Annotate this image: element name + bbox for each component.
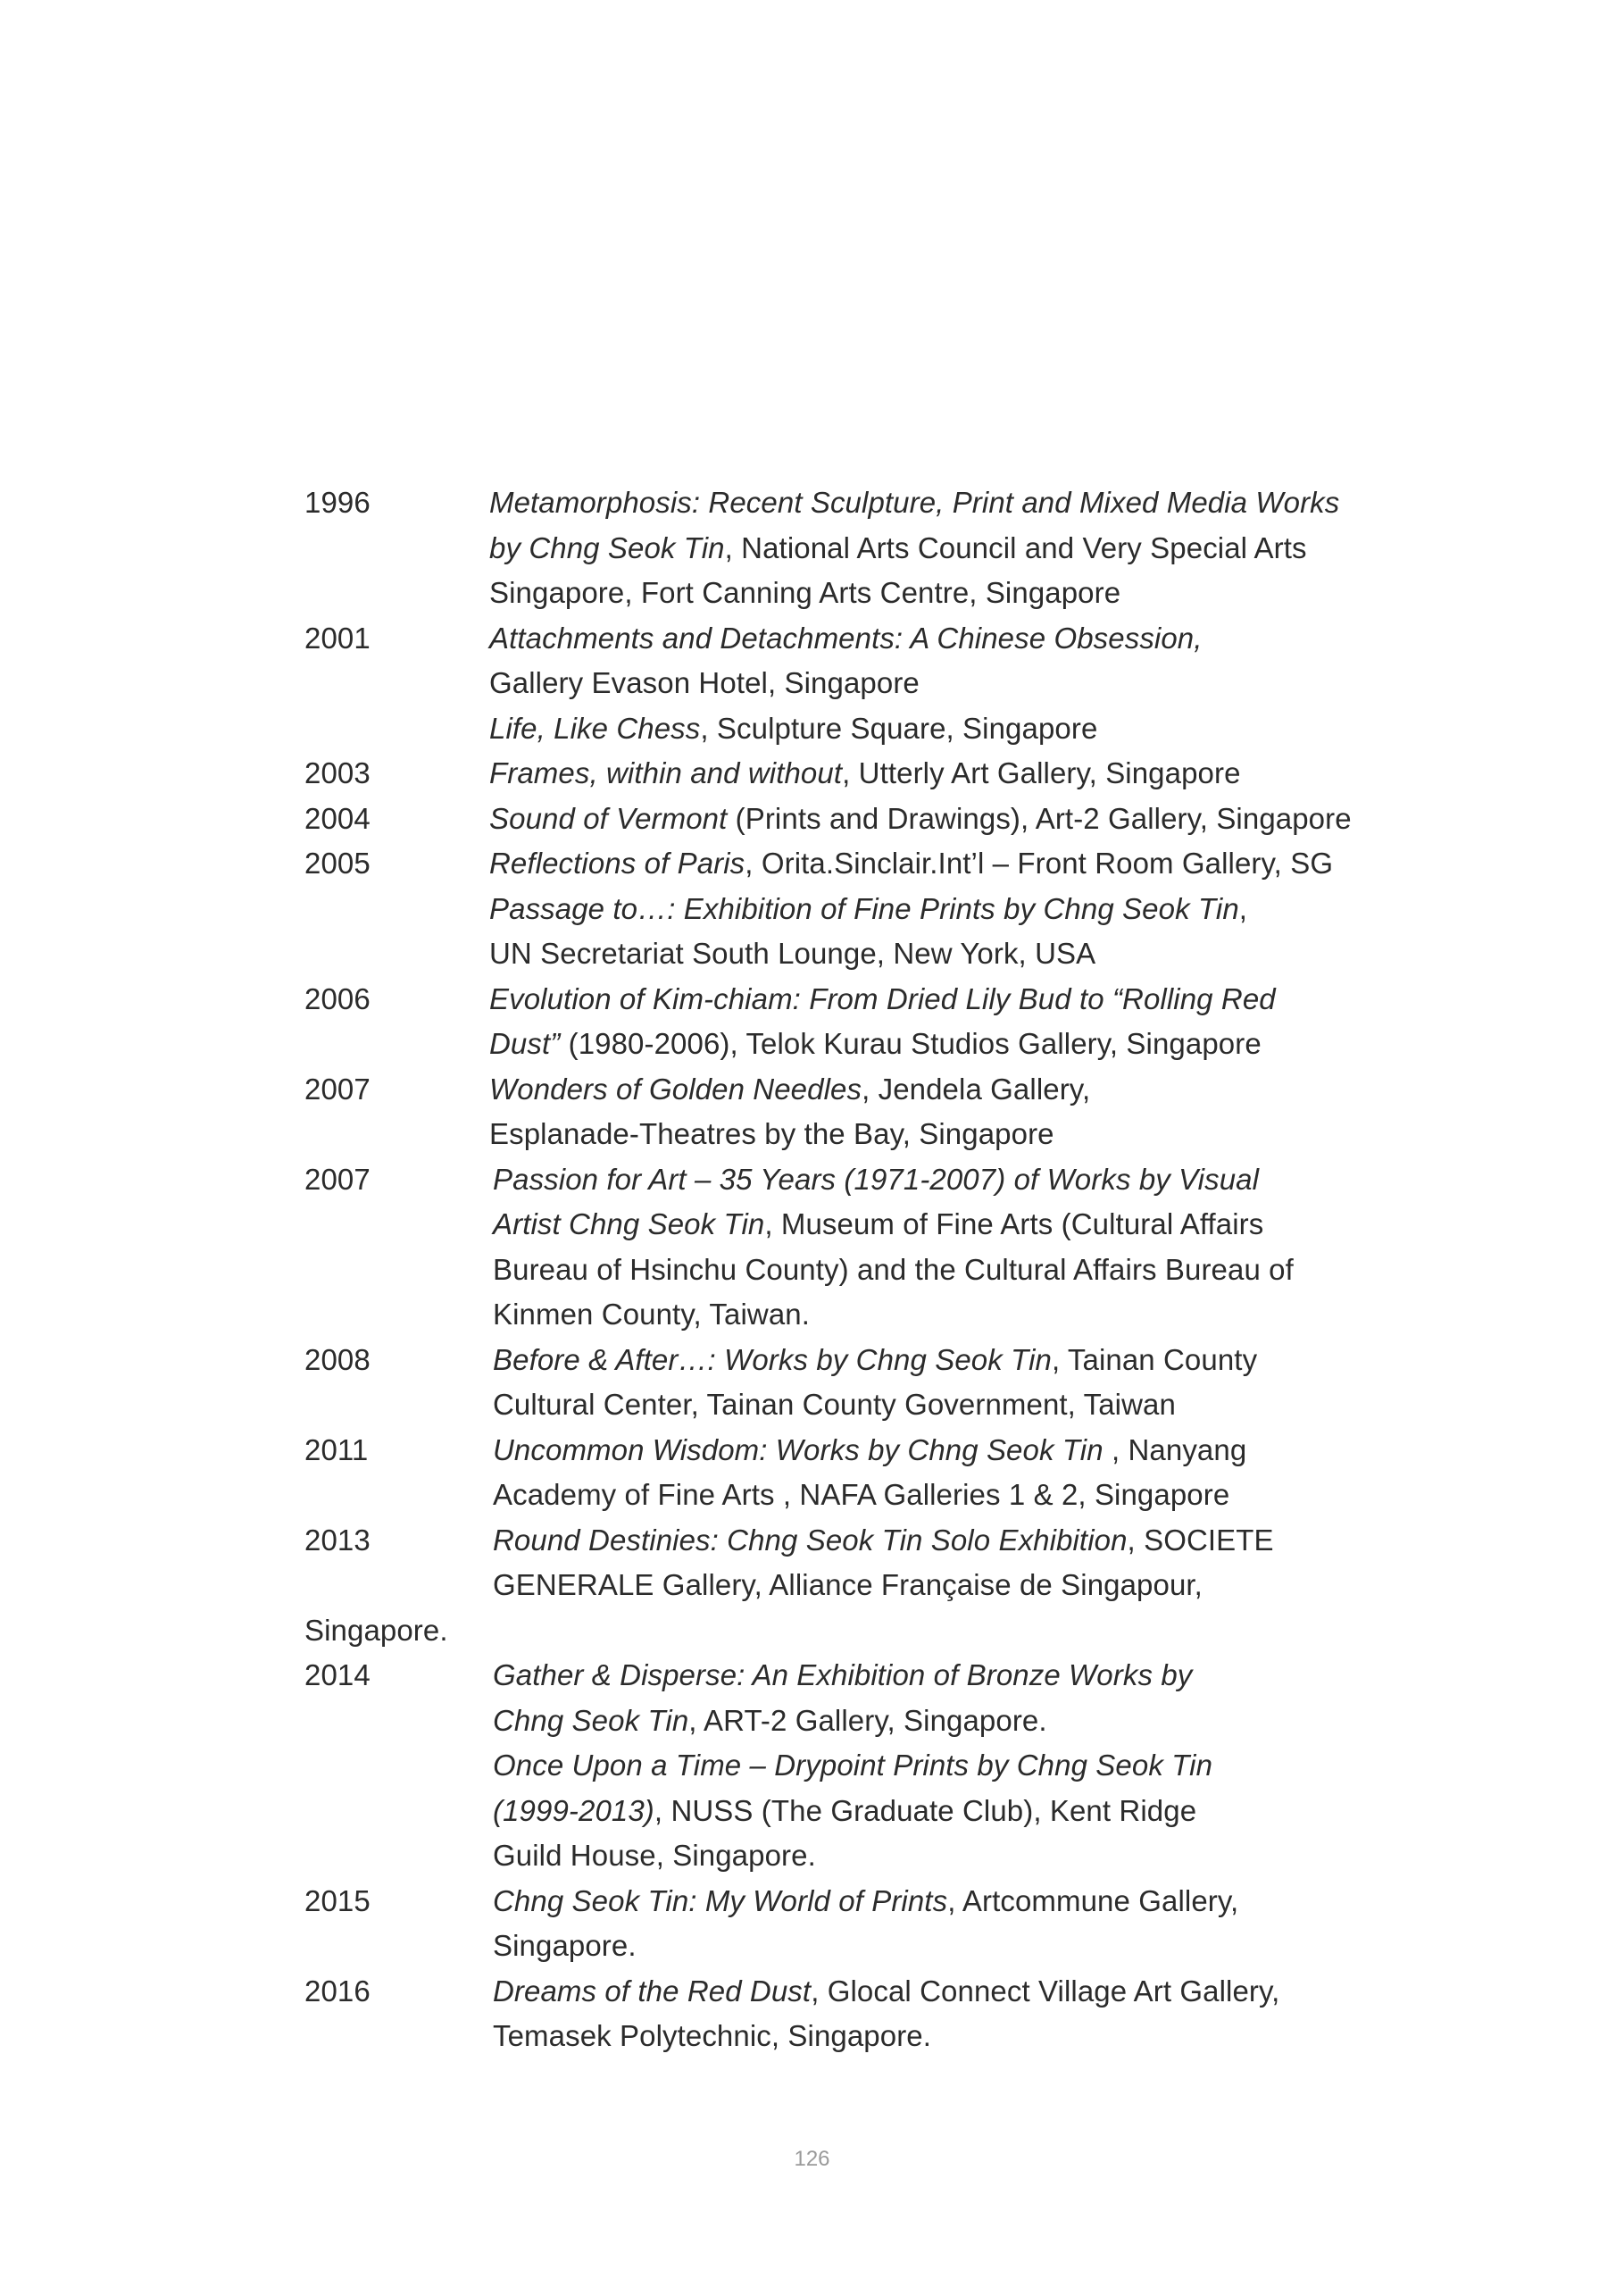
exhibition-details: Bureau of Hsinchu County) and the Cultural Affairs Bureau of — [493, 1252, 1294, 1286]
exhibition-line — [493, 1699, 1047, 1743]
exhibition-details: Singapore, Fort Canning Arts Centre, Singapore — [489, 576, 1121, 609]
exhibition-line — [489, 571, 1120, 615]
exhibition-title: Reflections of Paris — [489, 847, 745, 880]
exhibition-year: 2001 — [304, 621, 371, 655]
exhibition-details: , Museum of Fine Arts (Cultural Affairs — [764, 1207, 1264, 1240]
exhibition-details: Gallery Evason Hotel, Singapore — [489, 666, 920, 699]
exhibition-year: 2005 — [304, 847, 371, 880]
exhibition-details: (Prints and Drawings), Art-2 Gallery, Singapore — [727, 801, 1352, 835]
exhibition-line — [493, 1338, 1257, 1382]
exhibition-line — [489, 480, 1339, 525]
exhibition-title: Sound of Vermont — [489, 801, 728, 835]
exhibition-details: , Artcommune Gallery, — [947, 1883, 1239, 1917]
exhibition-year: 2011 — [304, 1432, 369, 1466]
exhibition-title: Dust” — [489, 1027, 561, 1060]
exhibition-title: by Chng Seok Tin — [489, 530, 725, 564]
exhibition-details: , Jendela Gallery, — [862, 1072, 1091, 1106]
exhibition-line — [489, 841, 1333, 886]
exhibition-line — [493, 1518, 1274, 1563]
exhibition-line — [493, 1382, 1176, 1427]
exhibition-details: , Orita.Sinclair.Int’l – Front Room Gallery, SG — [745, 847, 1334, 880]
exhibition-details: (1980-2006), Telok Kurau Studios Gallery, Singapore — [560, 1027, 1262, 1060]
exhibition-year: 2004 — [304, 801, 371, 835]
exhibition-details: Academy of Fine Arts , NAFA Galleries 1 & 2, Singapore — [493, 1478, 1230, 1511]
exhibition-line — [493, 1157, 1259, 1202]
exhibition-line — [489, 797, 1352, 841]
exhibition-details: Guild House, Singapore. — [493, 1839, 816, 1872]
exhibition-title: Passage to…: Exhibition of Fine Prints by Chng Seok Tin — [489, 891, 1239, 925]
exhibition-line — [489, 1067, 1090, 1112]
page-number: 126 — [794, 2147, 830, 2171]
exhibition-year: 2007 — [304, 1072, 371, 1106]
exhibition-details: , NUSS (The Graduate Club), Kent Ridge — [654, 1793, 1197, 1827]
exhibition-line — [493, 1924, 637, 1968]
exhibition-year: 2003 — [304, 756, 371, 789]
exhibition-line — [489, 616, 1203, 661]
exhibition-title: Gather & Disperse: An Exhibition of Bronze Works by — [493, 1658, 1193, 1691]
exhibition-title: Evolution of Kim-chiam: From Dried Lily Bud to “Rolling Red — [489, 981, 1276, 1015]
exhibition-line — [489, 706, 1097, 751]
exhibition-year: 2014 — [304, 1658, 371, 1691]
exhibition-title: Artist Chng Seok Tin — [493, 1207, 765, 1240]
exhibition-year: 2013 — [304, 1523, 371, 1557]
exhibition-line — [493, 1563, 1203, 1607]
exhibition-details: , Tainan County — [1051, 1342, 1258, 1376]
exhibition-details: , Nanyang — [1103, 1432, 1247, 1466]
exhibition-line — [489, 526, 1307, 571]
exhibition-line — [489, 661, 920, 705]
exhibition-line — [489, 887, 1247, 931]
exhibition-year: 2016 — [304, 1974, 371, 2008]
exhibition-line-wrap: Singapore. — [304, 1613, 448, 1647]
exhibition-line — [493, 1202, 1263, 1247]
exhibition-details: , Utterly Art Gallery, Singapore — [842, 756, 1241, 789]
exhibition-line — [493, 1653, 1192, 1698]
exhibition-line — [493, 1833, 816, 1878]
exhibition-title: Passion for Art – 35 Years (1971-2007) of Works by Visual — [493, 1162, 1260, 1196]
exhibition-title: Before & After…: Works by Chng Seok Tin — [493, 1342, 1052, 1376]
exhibition-line — [493, 1292, 810, 1337]
exhibition-line — [493, 1743, 1212, 1788]
exhibition-details: , National Arts Council and Very Special Arts — [724, 530, 1307, 564]
exhibition-title: Metamorphosis: Recent Sculpture, Print and Mixed Media Works — [489, 486, 1340, 519]
exhibition-line — [493, 2014, 931, 2058]
exhibition-details: , SOCIETE — [1127, 1523, 1274, 1557]
exhibition-line — [493, 1473, 1229, 1517]
exhibition-details: , ART-2 Gallery, Singapore. — [688, 1703, 1047, 1737]
exhibition-details: , — [1238, 891, 1248, 925]
exhibition-title: Round Destinies: Chng Seok Tin Solo Exhibition — [493, 1523, 1128, 1557]
exhibition-line — [489, 931, 1095, 976]
exhibition-line — [493, 1428, 1246, 1473]
exhibition-details: Singapore. — [493, 1929, 637, 1962]
exhibition-details: , Glocal Connect Village Art Gallery, — [811, 1974, 1280, 2008]
exhibition-title: Once Upon a Time – Drypoint Prints by Chng Seok Tin — [493, 1749, 1213, 1782]
exhibition-title: Life, Like Chess — [489, 711, 701, 745]
exhibition-title: Wonders of Golden Needles — [489, 1072, 862, 1106]
exhibition-title: Frames, within and without — [489, 756, 843, 789]
exhibition-title: Dreams of the Red Dust — [493, 1974, 812, 2008]
exhibition-title: Uncommon Wisdom: Works by Chng Seok Tin — [493, 1432, 1103, 1466]
exhibition-details: Temasek Polytechnic, Singapore. — [493, 2019, 932, 2052]
exhibition-title: Attachments and Detachments: A Chinese Obsession, — [489, 621, 1203, 655]
exhibition-year: 1996 — [304, 486, 371, 519]
exhibition-details: Cultural Center, Tainan County Government, Taiwan — [493, 1388, 1176, 1421]
exhibition-line — [493, 1789, 1196, 1833]
exhibition-details: Esplanade-Theatres by the Bay, Singapore — [489, 1117, 1054, 1150]
exhibition-line — [489, 1112, 1054, 1156]
exhibition-details: GENERALE Gallery, Alliance Française de Singapour, — [493, 1568, 1203, 1601]
exhibition-title: Chng Seok Tin — [493, 1703, 689, 1737]
exhibition-year: 2008 — [304, 1342, 371, 1376]
exhibition-year: 2006 — [304, 981, 371, 1015]
exhibition-details: Kinmen County, Taiwan. — [493, 1298, 811, 1331]
exhibition-line — [493, 1248, 1294, 1292]
exhibition-line — [493, 1969, 1279, 2014]
exhibition-line — [489, 751, 1241, 796]
exhibition-title: (1999-2013) — [493, 1793, 654, 1827]
exhibition-line — [489, 1022, 1262, 1066]
exhibition-line — [493, 1879, 1238, 1924]
exhibition-line — [489, 977, 1276, 1022]
exhibition-year: 2015 — [304, 1883, 371, 1917]
exhibition-details: UN Secretariat South Lounge, New York, USA — [489, 937, 1096, 970]
exhibition-title: Chng Seok Tin: My World of Prints — [493, 1883, 948, 1917]
exhibition-details: , Sculpture Square, Singapore — [700, 711, 1098, 745]
exhibition-year: 2007 — [304, 1162, 371, 1196]
